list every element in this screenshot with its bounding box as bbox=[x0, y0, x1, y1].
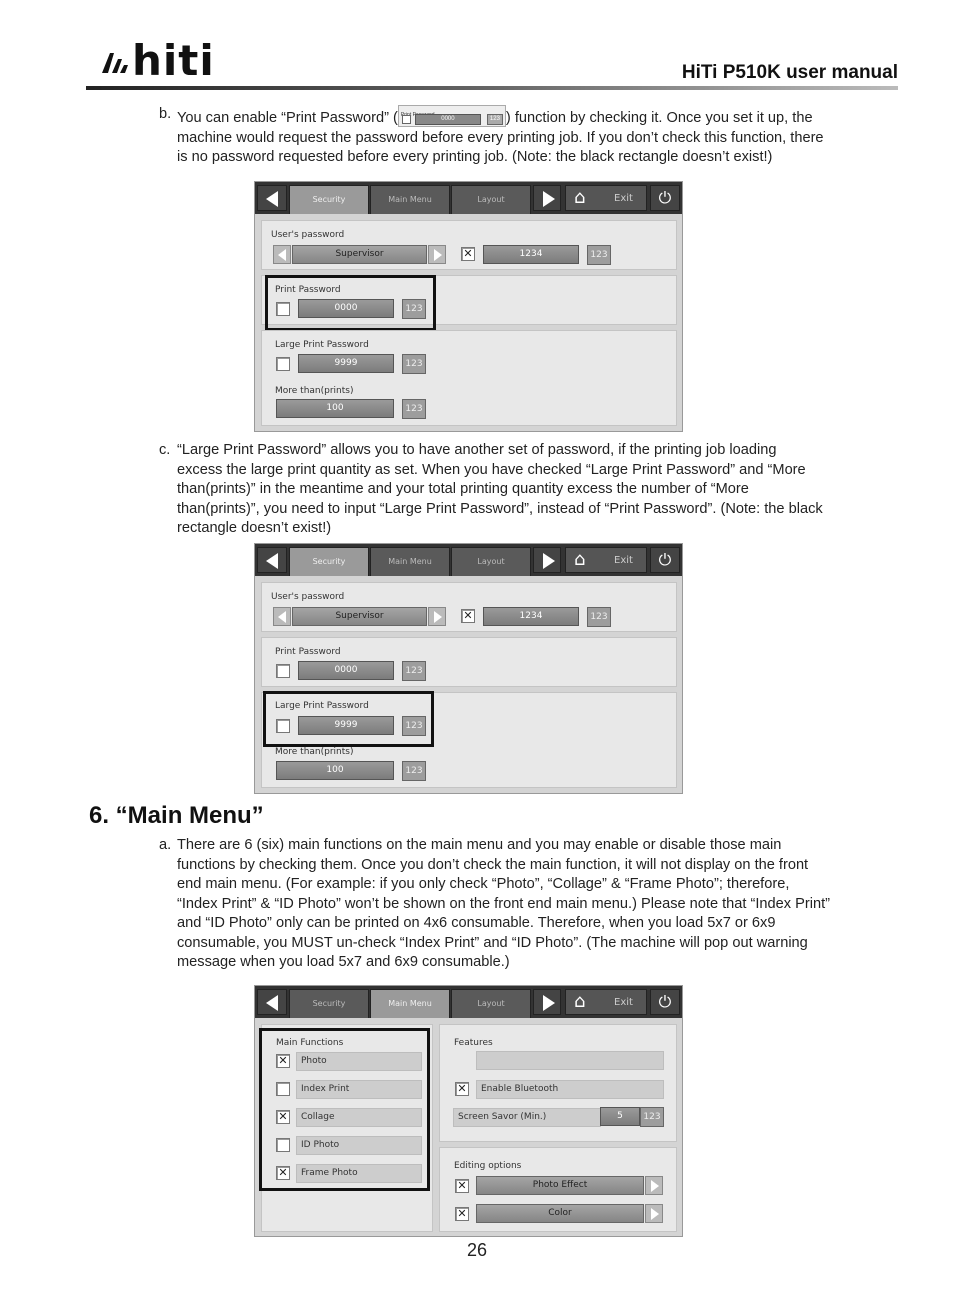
paragraph-6a-line: message when you load 5x7 and 6x9 consumable.) bbox=[177, 954, 510, 970]
function-collage[interactable]: Collage bbox=[296, 1108, 422, 1127]
forward-button[interactable] bbox=[533, 185, 561, 211]
home-icon: ⌂ bbox=[574, 991, 586, 1012]
paragraph-6a-line: functions by checking them. Once you don’t check the main function, it will not display on the front bbox=[177, 856, 809, 873]
users-password-panel bbox=[261, 582, 677, 632]
logo-text: hiti bbox=[132, 36, 215, 85]
print-password-field[interactable]: 0000 bbox=[298, 661, 394, 680]
paragraph-b-line3: is no password requested before every printing job. (Note: the black rectangle doesn’t exist!) bbox=[177, 149, 773, 165]
photo-effect-option[interactable]: Photo Effect bbox=[476, 1176, 644, 1195]
hiti-logo bbox=[100, 36, 215, 85]
large-print-password-field[interactable]: 9999 bbox=[298, 716, 394, 735]
hiti-logo-icon bbox=[100, 49, 130, 75]
keypad-button[interactable]: 123 bbox=[587, 245, 611, 265]
paragraph-c-line: than(prints)”, you need to input “Large Print Password”, instead of “Print Password”. (Note: the black bbox=[177, 500, 823, 517]
screen-savor-field[interactable]: 5 bbox=[600, 1107, 640, 1126]
power-icon[interactable]: ⏻ bbox=[650, 185, 680, 211]
users-password-panel bbox=[261, 220, 677, 270]
paragraph-c-label: c. bbox=[159, 442, 171, 458]
user-password-field[interactable]: 1234 bbox=[483, 245, 579, 264]
user-select[interactable]: Supervisor bbox=[292, 245, 427, 264]
paragraph-b-before: You can enable “Print Password” ( bbox=[177, 110, 398, 126]
large-print-password-checkbox[interactable] bbox=[276, 357, 290, 371]
function-checkbox-collage[interactable]: ✕ bbox=[276, 1110, 290, 1124]
user-select[interactable]: Supervisor bbox=[292, 607, 427, 626]
photo-effect-checkbox[interactable]: ✕ bbox=[455, 1179, 469, 1193]
home-icon: ⌂ bbox=[574, 187, 586, 208]
paragraph-6a-line: “Index Print” & “ID Photo” won’t be shown on the front end main menu.) Please note that “Index Print” bbox=[177, 895, 830, 912]
toolbar bbox=[255, 544, 682, 576]
users-password-label: User's password bbox=[271, 230, 345, 240]
tab-main-menu[interactable]: Main Menu bbox=[370, 185, 450, 214]
enable-bluetooth-checkbox[interactable]: ✕ bbox=[455, 1082, 469, 1096]
function-frame-photo[interactable]: Frame Photo bbox=[296, 1164, 422, 1183]
manual-title: HiTi P510K user manual bbox=[681, 62, 898, 83]
paragraph-c-line: excess the large print quantity as set. When you have checked “Large Print Password” and “More bbox=[177, 461, 806, 478]
exit-label: Exit bbox=[614, 997, 633, 1008]
inline-widget-checkbox bbox=[402, 115, 411, 124]
paragraph-6a bbox=[159, 836, 902, 973]
paragraph-6a-line: consumable, you MUST un-check “Index Print” and “ID Photo”. (The machine will pop out warning bbox=[177, 934, 808, 951]
photo-effect-arrow-icon[interactable] bbox=[645, 1176, 663, 1195]
forward-button[interactable] bbox=[533, 547, 561, 573]
highlight-rectangle bbox=[265, 275, 436, 331]
function-photo[interactable]: Photo bbox=[296, 1052, 422, 1071]
page-header bbox=[86, 36, 898, 92]
highlight-rectangle bbox=[263, 691, 434, 747]
print-password-keypad-button[interactable]: 123 bbox=[402, 299, 426, 319]
print-password-keypad-button[interactable]: 123 bbox=[402, 661, 426, 681]
user-password-field[interactable]: 1234 bbox=[483, 607, 579, 626]
more-than-keypad-button[interactable]: 123 bbox=[402, 761, 426, 781]
tab-main-menu[interactable]: Main Menu bbox=[370, 547, 450, 576]
print-password-field[interactable]: 0000 bbox=[298, 299, 394, 318]
toolbar bbox=[255, 986, 682, 1018]
highlight-rectangle bbox=[259, 1028, 430, 1191]
large-print-password-keypad-button[interactable]: 123 bbox=[402, 354, 426, 374]
main-functions-label: Main Functions bbox=[276, 1038, 344, 1048]
editing-options-label: Editing options bbox=[454, 1161, 522, 1171]
main-menu-screenshot bbox=[254, 985, 683, 1237]
user-next-arrow-icon[interactable] bbox=[428, 607, 446, 626]
users-password-label: User's password bbox=[271, 592, 345, 602]
paragraph-6a-line: and “ID Photo” only can be printed on 4x6 consumable. Therefore, when you load 5x7 or 6x9 bbox=[177, 915, 776, 931]
paragraph-c-line: rectangle doesn’t exist!) bbox=[177, 520, 332, 536]
home-exit-button[interactable] bbox=[565, 185, 647, 211]
paragraph-c-line: “Large Print Password” allows you to have another set of password, if the printing job loading bbox=[177, 442, 777, 458]
editing-options-panel bbox=[439, 1147, 677, 1232]
security-screenshot-2 bbox=[254, 543, 683, 794]
features-label: Features bbox=[454, 1038, 493, 1048]
large-print-password-label: Large Print Password bbox=[275, 701, 369, 711]
tab-main-menu[interactable]: Main Menu bbox=[370, 989, 450, 1018]
print-password-label: Print Password bbox=[275, 647, 341, 657]
inline-widget-keypad: 123 bbox=[487, 114, 503, 125]
security-screenshot-1 bbox=[254, 181, 683, 432]
features-empty-row bbox=[476, 1051, 664, 1070]
screen-savor-label: Screen Savor (Min.) bbox=[453, 1108, 601, 1127]
user-prev-arrow-icon[interactable] bbox=[273, 607, 291, 626]
features-panel bbox=[439, 1024, 677, 1142]
function-id-photo[interactable]: ID Photo bbox=[296, 1136, 422, 1155]
print-password-checkbox[interactable] bbox=[276, 664, 290, 678]
power-icon[interactable]: ⏻ bbox=[650, 989, 680, 1015]
paragraph-6a-line: end main menu. (For example: if you only check “Photo”, “Collage” & “Frame Photo”; therefore, bbox=[177, 876, 790, 892]
paragraph-b-line2: machine would request the password before every printing job. If you don’t check this function, there bbox=[177, 129, 824, 146]
back-button[interactable] bbox=[257, 989, 287, 1015]
section-title: 6. “Main Menu” bbox=[89, 802, 264, 829]
home-icon: ⌂ bbox=[574, 549, 586, 570]
function-checkbox-photo[interactable]: ✕ bbox=[276, 1054, 290, 1068]
inline-print-password-widget bbox=[398, 105, 506, 127]
color-option[interactable]: Color bbox=[476, 1204, 644, 1223]
power-icon[interactable]: ⏻ bbox=[650, 547, 680, 573]
paragraph-b-line1 bbox=[177, 105, 897, 129]
paragraph-b bbox=[159, 105, 897, 168]
user-password-checkbox[interactable]: ✕ bbox=[461, 609, 475, 623]
more-than-keypad-button[interactable]: 123 bbox=[402, 399, 426, 419]
tab-layout[interactable]: Layout bbox=[451, 989, 531, 1018]
large-print-password-panel bbox=[261, 330, 677, 426]
home-exit-button[interactable] bbox=[565, 547, 647, 573]
paragraph-b-after: ) function by checking it. Once you set it up, the bbox=[505, 110, 813, 126]
tab-security[interactable]: Security bbox=[289, 989, 369, 1018]
forward-button[interactable] bbox=[533, 989, 561, 1015]
inline-widget-field: 0000 bbox=[415, 114, 481, 125]
keypad-button[interactable]: 123 bbox=[587, 607, 611, 627]
more-than-label: More than(prints) bbox=[275, 747, 354, 757]
function-index-print[interactable]: Index Print bbox=[296, 1080, 422, 1099]
home-exit-button[interactable] bbox=[565, 989, 647, 1015]
paragraph-c bbox=[159, 441, 897, 539]
exit-label: Exit bbox=[614, 555, 633, 566]
function-checkbox-frame-photo[interactable]: ✕ bbox=[276, 1166, 290, 1180]
tab-layout[interactable]: Layout bbox=[451, 547, 531, 576]
user-password-checkbox[interactable]: ✕ bbox=[461, 247, 475, 261]
screen-savor-keypad-button[interactable]: 123 bbox=[640, 1107, 664, 1127]
paragraph-c-line: than(prints)” in the meantime and your total printing quantity excess the number of “More bbox=[177, 481, 749, 497]
enable-bluetooth-option[interactable]: Enable Bluetooth bbox=[476, 1080, 664, 1099]
tab-security[interactable]: Security bbox=[289, 547, 369, 576]
large-print-password-label: Large Print Password bbox=[275, 340, 369, 350]
large-print-password-keypad-button[interactable]: 123 bbox=[402, 716, 426, 736]
more-than-field[interactable]: 100 bbox=[276, 761, 394, 780]
color-checkbox[interactable]: ✕ bbox=[455, 1207, 469, 1221]
print-password-label: Print Password bbox=[275, 285, 341, 295]
toolbar bbox=[255, 182, 682, 214]
large-print-password-field[interactable]: 9999 bbox=[298, 354, 394, 373]
print-password-panel bbox=[261, 637, 677, 687]
user-prev-arrow-icon[interactable] bbox=[273, 245, 291, 264]
header-divider bbox=[86, 86, 898, 90]
paragraph-6a-line: There are 6 (six) main functions on the main menu and you may enable or disable those main bbox=[177, 837, 782, 853]
paragraph-b-label: b. bbox=[159, 106, 172, 122]
tab-layout[interactable]: Layout bbox=[451, 185, 531, 214]
paragraph-6a-label: a. bbox=[159, 837, 172, 853]
more-than-field[interactable]: 100 bbox=[276, 399, 394, 418]
color-arrow-icon[interactable] bbox=[645, 1204, 663, 1223]
tab-security[interactable]: Security bbox=[289, 185, 369, 214]
more-than-label: More than(prints) bbox=[275, 386, 354, 396]
back-button[interactable] bbox=[257, 547, 287, 573]
back-button[interactable] bbox=[257, 185, 287, 211]
user-next-arrow-icon[interactable] bbox=[428, 245, 446, 264]
page-number: 26 bbox=[466, 1240, 488, 1260]
exit-label: Exit bbox=[614, 193, 633, 204]
